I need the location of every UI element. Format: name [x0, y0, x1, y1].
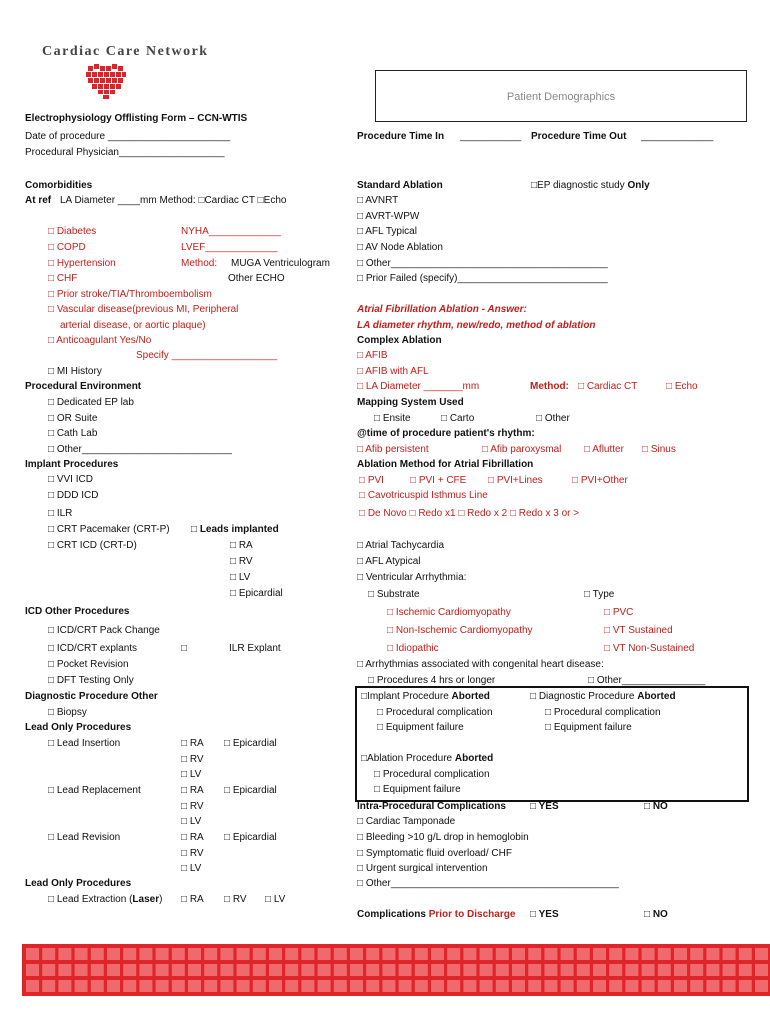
- vt-sustained-checkbox[interactable]: □ VT Sustained: [604, 625, 673, 636]
- hypertension-checkbox[interactable]: □ Hypertension: [48, 258, 116, 269]
- complex-cardiac-ct-checkbox[interactable]: □ Cardiac CT: [578, 381, 638, 392]
- procedure-time-in-label: Procedure Time In: [357, 131, 445, 142]
- insertion-lv-checkbox[interactable]: □ LV: [181, 769, 202, 780]
- lead-extraction-checkbox[interactable]: [48, 894, 162, 906]
- lead-replacement-checkbox[interactable]: □ Lead Replacement: [48, 785, 141, 796]
- afl-typical-checkbox[interactable]: □ AFL Typical: [357, 226, 417, 237]
- vascular-disease-checkbox[interactable]: □ Vascular disease(previous MI, Peripheral: [48, 304, 239, 315]
- replacement-lv-checkbox[interactable]: □ LV: [181, 816, 202, 827]
- sinus-checkbox[interactable]: □ Sinus: [642, 444, 676, 455]
- ablation-method-heading: Ablation Method for Atrial Fibrillation: [357, 459, 534, 470]
- leads-implanted-checkbox[interactable]: □ Leads implanted: [191, 524, 279, 535]
- procedures-4hrs-checkbox[interactable]: □ Procedures 4 hrs or longer: [368, 675, 496, 686]
- procedure-time-out-field[interactable]: _____________: [641, 131, 714, 142]
- vvi-icd-checkbox[interactable]: □ VVI ICD: [48, 474, 93, 485]
- biopsy-checkbox[interactable]: □ Biopsy: [48, 707, 87, 718]
- cavotricuspid-checkbox[interactable]: □ Cavotricuspid Isthmus Line: [359, 490, 488, 501]
- ilr-explant-label: ILR Explant: [229, 643, 281, 654]
- copd-checkbox[interactable]: □ COPD: [48, 242, 86, 253]
- revision-rv-checkbox[interactable]: □ RV: [181, 848, 204, 859]
- leads-implanted-epicardial-checkbox[interactable]: □ Epicardial: [230, 588, 283, 599]
- afib-persistent-checkbox[interactable]: □ Afib persistent: [357, 444, 429, 455]
- diabetes-checkbox[interactable]: □ Diabetes: [48, 226, 97, 237]
- replacement-epicardial-checkbox[interactable]: □ Epicardial: [224, 785, 277, 796]
- avrt-wpw-checkbox[interactable]: □ AVRT-WPW: [357, 211, 420, 222]
- prior-to-discharge-label: Prior to Discharge: [428, 909, 516, 920]
- implant-equipment-failure-checkbox[interactable]: □ Equipment failure: [377, 722, 464, 733]
- ablation-aborted-word: Aborted: [454, 753, 494, 764]
- laser-label: Laser: [132, 894, 160, 905]
- ilr-explant-checkbox[interactable]: □: [181, 643, 188, 654]
- lead-extraction-label: □ Lead Extraction (: [48, 894, 133, 905]
- diagnostic-proc-complication-checkbox[interactable]: □ Procedural complication: [545, 707, 661, 718]
- ep-diagnostic-only: Only: [627, 180, 650, 191]
- congenital-arrhythmias-checkbox[interactable]: □ Arrhythmias associated with congenital heart disease:: [357, 659, 604, 670]
- standard-other-field[interactable]: □ Other_______________________________________: [357, 258, 608, 269]
- aflutter-checkbox[interactable]: □ Aflutter: [584, 444, 624, 455]
- lead-only-procedures-heading-2: Lead Only Procedures: [25, 878, 132, 889]
- mapping-other-checkbox[interactable]: □ Other: [536, 413, 570, 424]
- dft-testing-checkbox[interactable]: □ DFT Testing Only: [48, 675, 134, 686]
- non-ischemic-cm-checkbox[interactable]: □ Non-Ischemic Cardiomyopathy: [387, 625, 533, 636]
- diagnostic-aborted-label: □ Diagnostic Procedure: [530, 691, 635, 702]
- diagnostic-aborted-checkbox[interactable]: [530, 691, 676, 703]
- muga-ventriculogram-option[interactable]: MUGA Ventriculogram: [231, 258, 330, 269]
- extraction-lv-checkbox[interactable]: □ LV: [265, 894, 286, 905]
- discharge-yes-checkbox[interactable]: □ YES: [530, 909, 559, 920]
- implant-aborted-word: Aborted: [451, 691, 490, 702]
- procedural-physician-field[interactable]: Procedural Physician___________________: [25, 147, 225, 158]
- comorbidities-heading: Comorbidities: [25, 180, 93, 191]
- patient-demographics-label: Patient Demographics: [506, 91, 616, 103]
- lead-extraction-close: ): [159, 894, 163, 905]
- or-suite-checkbox[interactable]: □ OR Suite: [48, 413, 98, 424]
- icd-other-procedures-heading: ICD Other Procedures: [25, 606, 130, 617]
- revision-epicardial-checkbox[interactable]: □ Epicardial: [224, 832, 277, 843]
- crt-d-checkbox[interactable]: □ CRT ICD (CRT-D): [48, 540, 137, 551]
- afib-paroxysmal-checkbox[interactable]: □ Afib paroxysmal: [482, 444, 562, 455]
- footer-grid-pattern: [22, 944, 770, 996]
- extraction-ra-checkbox[interactable]: □ RA: [181, 894, 204, 905]
- pvi-checkbox[interactable]: □ PVI: [359, 475, 384, 486]
- rhythm-heading: @time of procedure patient's rhythm:: [357, 428, 535, 439]
- nyha-field[interactable]: NYHA_____________: [181, 226, 282, 237]
- ilr-checkbox[interactable]: □ ILR: [48, 508, 73, 519]
- standard-ablation-heading: Standard Ablation: [357, 180, 443, 191]
- procedure-time-out-label: Procedure Time Out: [531, 131, 627, 142]
- ensite-checkbox[interactable]: □ Ensite: [374, 413, 411, 424]
- cath-lab-checkbox[interactable]: □ Cath Lab: [48, 428, 98, 439]
- prior-failed-field[interactable]: □ Prior Failed (specify)___________________________: [357, 273, 608, 284]
- lead-insertion-checkbox[interactable]: □ Lead Insertion: [48, 738, 121, 749]
- lead-revision-checkbox[interactable]: □ Lead Revision: [48, 832, 121, 843]
- complications-label: Complications: [357, 909, 426, 920]
- insertion-ra-checkbox[interactable]: □ RA: [181, 738, 204, 749]
- complications-discharge-heading: [357, 909, 515, 921]
- chf-checkbox[interactable]: □ CHF: [48, 273, 78, 284]
- afib-checkbox[interactable]: □ AFIB: [357, 350, 388, 361]
- ischemic-cm-checkbox[interactable]: □ Ischemic Cardiomyopathy: [387, 607, 511, 618]
- lvef-method-label: Method:: [181, 258, 218, 269]
- af-answer-line-1: Atrial Fibrillation Ablation - Answer:: [357, 304, 527, 315]
- complications-other-field[interactable]: □ Other_________________________________________: [357, 878, 619, 889]
- extraction-rv-checkbox[interactable]: □ RV: [224, 894, 247, 905]
- other-echo-option[interactable]: Other ECHO: [228, 273, 285, 284]
- afl-atypical-checkbox[interactable]: □ AFL Atypical: [357, 556, 421, 567]
- la-diameter-complex-field[interactable]: □ LA Diameter _______mm: [357, 381, 480, 392]
- leads-implanted-ra-checkbox[interactable]: □ RA: [230, 540, 253, 551]
- procedural-environment-heading: Procedural Environment: [25, 381, 142, 392]
- avnrt-checkbox[interactable]: □ AVNRT: [357, 195, 399, 206]
- footer-band: [22, 944, 770, 996]
- type-checkbox[interactable]: □ Type: [584, 589, 615, 600]
- afib-with-afl-checkbox[interactable]: □ AFIB with AFL: [357, 366, 429, 377]
- implant-aborted-label: □Implant Procedure: [361, 691, 449, 702]
- heart-logo-icon: [84, 62, 128, 100]
- cardiac-tamponade-checkbox[interactable]: □ Cardiac Tamponade: [357, 816, 456, 827]
- implant-aborted-checkbox[interactable]: [361, 691, 490, 703]
- anticoagulant-checkbox[interactable]: □ Anticoagulant Yes/No: [48, 335, 152, 346]
- af-answer-line-2: LA diameter rhythm, new/redo, method of ablation: [357, 320, 596, 331]
- redo-options[interactable]: □ De Novo □ Redo x1 □ Redo x 2 □ Redo x 3 or >: [359, 508, 580, 519]
- anticoagulant-specify-field[interactable]: Specify ___________________: [136, 350, 278, 361]
- ep-diagnostic-study-checkbox[interactable]: [531, 180, 650, 192]
- diagnostic-aborted-word: Aborted: [637, 691, 676, 702]
- ablation-equipment-failure-checkbox[interactable]: □ Equipment failure: [374, 784, 461, 795]
- insertion-epicardial-checkbox[interactable]: □ Epicardial: [224, 738, 277, 749]
- vascular-disease-detail: arterial disease, or aortic plaque): [60, 320, 206, 331]
- mapping-system-heading: Mapping System Used: [357, 397, 464, 408]
- leads-implanted-rv-checkbox[interactable]: □ RV: [230, 556, 253, 567]
- dedicated-ep-lab-checkbox[interactable]: □ Dedicated EP lab: [48, 397, 134, 408]
- environment-other-field[interactable]: □ Other___________________________: [48, 444, 232, 455]
- intra-no-checkbox[interactable]: □ NO: [644, 801, 668, 812]
- replacement-rv-checkbox[interactable]: □ RV: [181, 801, 204, 812]
- complex-method-label: Method:: [530, 381, 569, 392]
- lvef-field[interactable]: LVEF_____________: [181, 242, 278, 253]
- crt-p-checkbox[interactable]: □ CRT Pacemaker (CRT-P): [48, 524, 170, 535]
- discharge-no-checkbox[interactable]: □ NO: [644, 909, 668, 920]
- pack-change-checkbox[interactable]: □ ICD/CRT Pack Change: [48, 625, 160, 636]
- ablation-proc-complication-checkbox[interactable]: □ Procedural complication: [374, 769, 490, 780]
- date-of-procedure-field[interactable]: Date of procedure ______________________: [25, 131, 231, 142]
- implant-procedures-heading: Implant Procedures: [25, 459, 119, 470]
- substrate-checkbox[interactable]: □ Substrate: [368, 589, 420, 600]
- pvi-lines-checkbox[interactable]: □ PVI+Lines: [488, 475, 543, 486]
- complex-echo-checkbox[interactable]: □ Echo: [666, 381, 698, 392]
- vt-non-sustained-checkbox[interactable]: □ VT Non-Sustained: [604, 643, 695, 654]
- pvi-cfe-checkbox[interactable]: □ PVI + CFE: [410, 475, 467, 486]
- diagnostic-equipment-failure-checkbox[interactable]: □ Equipment failure: [545, 722, 632, 733]
- complex-ablation-heading: Complex Ablation: [357, 335, 442, 346]
- ep-diagnostic-label: □EP diagnostic study: [531, 180, 625, 191]
- idiopathic-checkbox[interactable]: □ Idiopathic: [387, 643, 439, 654]
- congenital-other-field[interactable]: □ Other_______________: [588, 675, 706, 686]
- logo-text: Cardiac Care Network: [42, 44, 209, 59]
- revision-ra-checkbox[interactable]: □ RA: [181, 832, 204, 843]
- replacement-ra-checkbox[interactable]: □ RA: [181, 785, 204, 796]
- leads-implanted-lv-checkbox[interactable]: □ LV: [230, 572, 251, 583]
- mi-history-checkbox[interactable]: □ MI History: [48, 366, 102, 377]
- ablation-aborted-label: □Ablation Procedure: [361, 753, 453, 764]
- pocket-revision-checkbox[interactable]: □ Pocket Revision: [48, 659, 129, 670]
- icd-crt-explants-checkbox[interactable]: □ ICD/CRT explants: [48, 643, 138, 654]
- carto-checkbox[interactable]: □ Carto: [441, 413, 475, 424]
- ventricular-arrhythmia-checkbox[interactable]: □ Ventricular Arrhythmia:: [357, 572, 467, 583]
- revision-lv-checkbox[interactable]: □ LV: [181, 863, 202, 874]
- diagnostic-procedure-other-heading: Diagnostic Procedure Other: [25, 691, 158, 702]
- av-node-ablation-checkbox[interactable]: □ AV Node Ablation: [357, 242, 443, 253]
- la-diameter-field[interactable]: LA Diameter ____mm Method: □Cardiac CT □Echo: [60, 195, 287, 206]
- at-ref-label: At ref: [25, 195, 52, 206]
- bleeding-checkbox[interactable]: □ Bleeding >10 g/L drop in hemoglobin: [357, 832, 529, 843]
- pvi-other-checkbox[interactable]: □ PVI+Other: [572, 475, 628, 486]
- insertion-rv-checkbox[interactable]: □ RV: [181, 754, 204, 765]
- atrial-tachycardia-checkbox[interactable]: □ Atrial Tachycardia: [357, 540, 445, 551]
- pvc-checkbox[interactable]: □ PVC: [604, 607, 634, 618]
- procedure-time-in-field[interactable]: ___________: [460, 131, 522, 142]
- patient-demographics-box[interactable]: [375, 70, 747, 122]
- lead-only-procedures-heading: Lead Only Procedures: [25, 722, 132, 733]
- prior-stroke-checkbox[interactable]: □ Prior stroke/TIA/Thromboembolism: [48, 289, 212, 300]
- intra-yes-checkbox[interactable]: □ YES: [530, 801, 559, 812]
- urgent-surgery-checkbox[interactable]: □ Urgent surgical intervention: [357, 863, 488, 874]
- ddd-icd-checkbox[interactable]: □ DDD ICD: [48, 490, 99, 501]
- intra-procedural-complications-heading: Intra-Procedural Complications: [357, 801, 506, 812]
- implant-proc-complication-checkbox[interactable]: □ Procedural complication: [377, 707, 493, 718]
- fluid-overload-checkbox[interactable]: □ Symptomatic fluid overload/ CHF: [357, 848, 512, 859]
- ablation-aborted-checkbox[interactable]: [361, 753, 493, 765]
- form-title: Electrophysiology Offlisting Form – CCN-WTIS: [25, 113, 248, 124]
